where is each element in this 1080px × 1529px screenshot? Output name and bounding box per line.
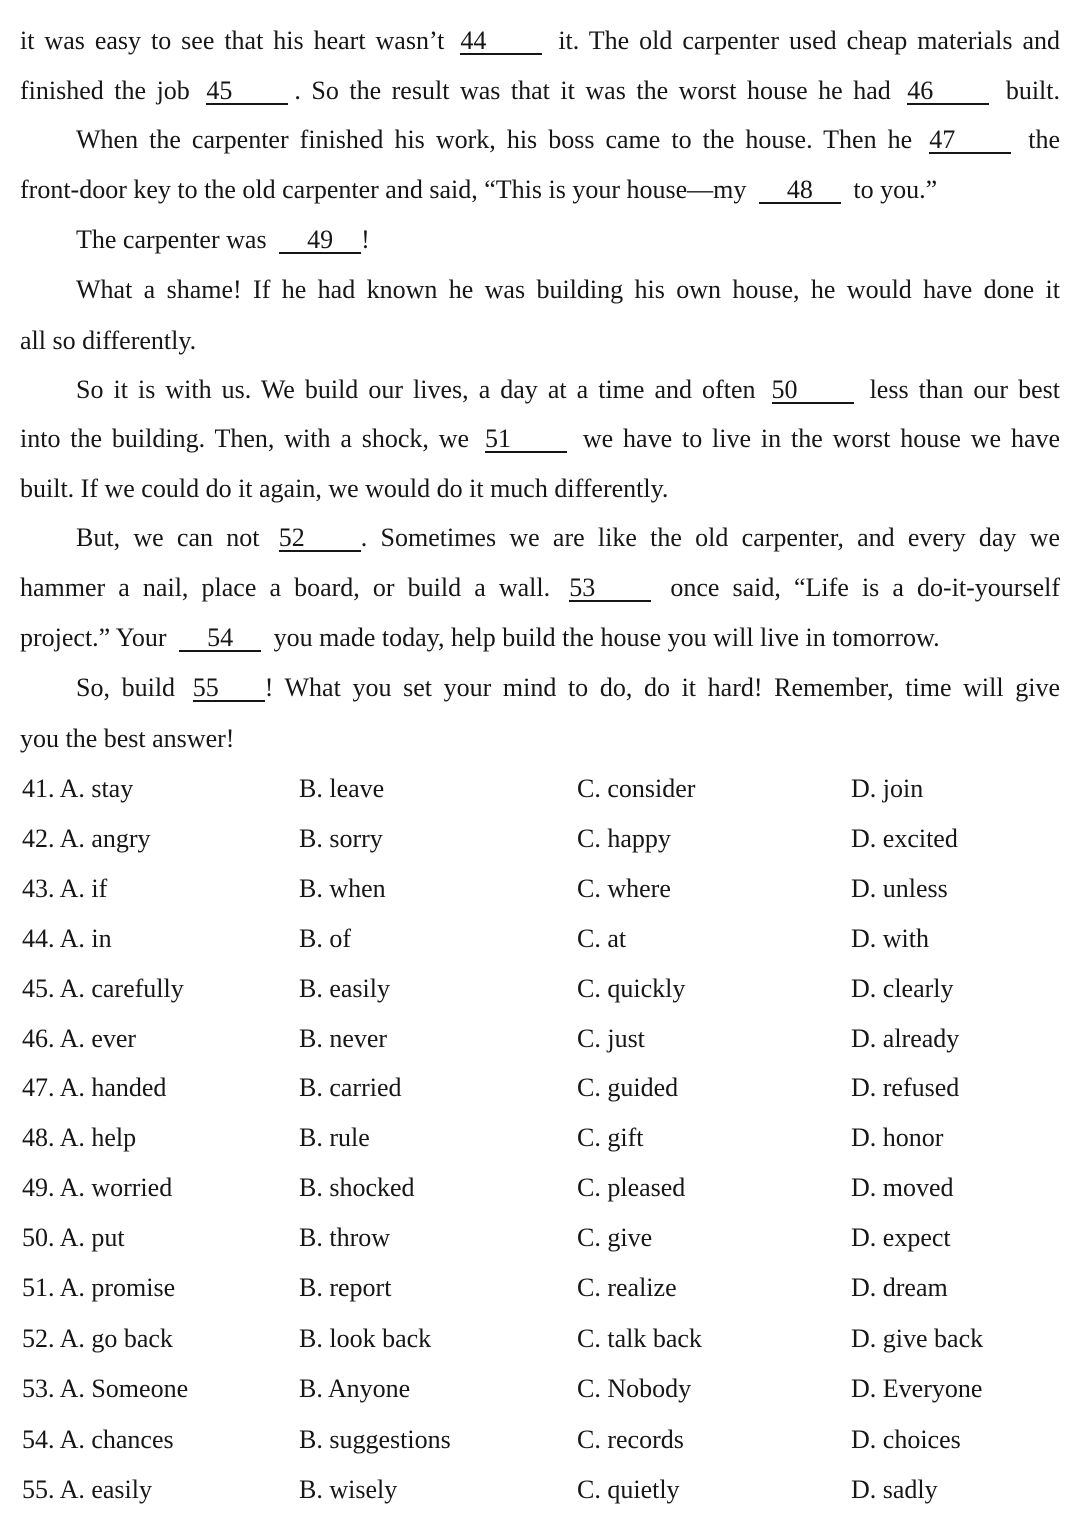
- option-48-b: B. rule: [299, 1123, 370, 1152]
- option-48-c: C. gift: [577, 1123, 644, 1152]
- option-45-d: D. clearly: [851, 974, 954, 1003]
- option-row-54: [0, 1425, 1080, 1459]
- option-52-a: 52. A. go back: [22, 1324, 173, 1353]
- blank-49: 49: [279, 228, 361, 254]
- option-row-44: [0, 924, 1080, 958]
- option-50-d: D. expect: [851, 1223, 951, 1252]
- passage-line-5: The carpenter was 49 !: [76, 225, 370, 254]
- option-54-d: D. choices: [851, 1425, 961, 1454]
- blank-46: 46: [907, 79, 989, 105]
- option-44-a: 44. A. in: [22, 924, 112, 953]
- option-43-b: B. when: [299, 874, 386, 903]
- option-row-49: [0, 1173, 1080, 1207]
- passage-line-1: it was easy to see that his heart wasn’t 44 it. The old carpenter used cheap materials and: [20, 26, 1061, 55]
- option-49-d: D. moved: [851, 1173, 954, 1202]
- option-49-a: 49. A. worried: [22, 1173, 173, 1202]
- option-47-c: C. guided: [577, 1073, 679, 1102]
- option-42-b: B. sorry: [299, 824, 383, 853]
- option-50-c: C. give: [577, 1223, 653, 1252]
- option-55-d: D. sadly: [851, 1475, 938, 1504]
- option-row-42: [0, 824, 1080, 858]
- option-54-c: C. records: [577, 1425, 684, 1454]
- blank-44: 44: [460, 29, 542, 55]
- option-52-c: C. talk back: [577, 1324, 702, 1353]
- option-52-d: D. give back: [851, 1324, 984, 1353]
- passage-line-9: into the building. Then, with a shock, we 51 we have to live in the worst house we have: [20, 424, 1061, 453]
- option-48-d: D. honor: [851, 1123, 944, 1152]
- option-43-d: D. unless: [851, 874, 948, 903]
- option-row-50: [0, 1223, 1080, 1257]
- option-row-48: [0, 1123, 1080, 1157]
- passage-line-4: front-door key to the old carpenter and said, “This is your house—my 48 to you.”: [20, 175, 938, 204]
- option-53-d: D. Everyone: [851, 1374, 983, 1403]
- option-41-a: 41. A. stay: [22, 774, 134, 803]
- option-46-d: D. already: [851, 1024, 960, 1053]
- option-53-b: B. Anyone: [299, 1374, 411, 1403]
- option-54-a: 54. A. chances: [22, 1425, 174, 1454]
- blank-55: 55: [193, 676, 265, 702]
- blank-51: 51: [485, 427, 567, 453]
- passage-line-14: So, build 55 ! What you set your mind to do, do it hard! Remember, time will give: [76, 673, 1060, 702]
- passage-line-15: you the best answer!: [20, 724, 235, 753]
- option-52-b: B. look back: [299, 1324, 432, 1353]
- option-51-d: D. dream: [851, 1273, 948, 1302]
- passage-line-6: What a shame! If he had known he was building his own house, he would have done it: [76, 275, 1060, 304]
- option-45-c: C. quickly: [577, 974, 686, 1003]
- passage-line-10: built. If we could do it again, we would do it much differently.: [20, 474, 669, 503]
- option-54-b: B. suggestions: [299, 1425, 451, 1454]
- option-44-b: B. of: [299, 924, 351, 953]
- option-53-a: 53. A. Someone: [22, 1374, 189, 1403]
- option-46-b: B. never: [299, 1024, 388, 1053]
- passage-line-13: project.” Your 54 you made today, help build the house you will live in tomorrow.: [20, 623, 940, 652]
- option-row-51: [0, 1273, 1080, 1307]
- option-48-a: 48. A. help: [22, 1123, 137, 1152]
- option-47-b: B. carried: [299, 1073, 402, 1102]
- blank-47: 47: [929, 128, 1011, 154]
- blank-50: 50: [772, 378, 854, 404]
- passage-line-8: So it is with us. We build our lives, a day at a time and often 50 less than our best: [76, 375, 1061, 404]
- option-49-b: B. shocked: [299, 1173, 415, 1202]
- option-43-c: C. where: [577, 874, 671, 903]
- blank-54: 54: [179, 626, 261, 652]
- option-42-a: 42. A. angry: [22, 824, 151, 853]
- option-41-d: D. join: [851, 774, 924, 803]
- option-55-b: B. wisely: [299, 1475, 398, 1504]
- option-row-41: [0, 774, 1080, 808]
- option-47-a: 47. A. handed: [22, 1073, 167, 1102]
- option-row-52: [0, 1324, 1080, 1358]
- option-41-c: C. consider: [577, 774, 696, 803]
- passage-line-7: all so differently.: [20, 326, 197, 355]
- option-row-53: [0, 1374, 1080, 1408]
- blank-48: 48: [759, 178, 841, 204]
- option-51-b: B. report: [299, 1273, 392, 1302]
- option-42-d: D. excited: [851, 824, 958, 853]
- passage-line-12: hammer a nail, place a board, or build a wall. 53 once said, “Life is a do-it-yourself: [20, 573, 1061, 602]
- option-55-c: C. quietly: [577, 1475, 680, 1504]
- option-row-45: [0, 974, 1080, 1008]
- passage-line-11: But, we can not 52 . Sometimes we are like the old carpenter, and every day we: [76, 523, 1061, 552]
- option-46-c: C. just: [577, 1024, 645, 1053]
- option-41-b: B. leave: [299, 774, 385, 803]
- option-row-55: [0, 1475, 1080, 1509]
- option-43-a: 43. A. if: [22, 874, 108, 903]
- option-51-a: 51. A. promise: [22, 1273, 176, 1302]
- passage-line-3: When the carpenter finished his work, his boss came to the house. Then he 47 the: [76, 125, 1061, 154]
- option-row-43: [0, 874, 1080, 908]
- option-46-a: 46. A. ever: [22, 1024, 137, 1053]
- option-47-d: D. refused: [851, 1073, 960, 1102]
- option-53-c: C. Nobody: [577, 1374, 692, 1403]
- option-44-d: D. with: [851, 924, 929, 953]
- option-44-c: C. at: [577, 924, 627, 953]
- option-45-a: 45. A. carefully: [22, 974, 184, 1003]
- blank-53: 53: [569, 576, 651, 602]
- option-42-c: C. happy: [577, 824, 671, 853]
- passage-line-2: finished the job 45 . So the result was that it was the worst house he had 46 built.: [20, 76, 1060, 105]
- option-45-b: B. easily: [299, 974, 390, 1003]
- blank-45: 45: [206, 79, 288, 105]
- option-50-a: 50. A. put: [22, 1223, 125, 1252]
- option-row-47: [0, 1073, 1080, 1107]
- option-row-46: [0, 1024, 1080, 1058]
- option-50-b: B. throw: [299, 1223, 390, 1252]
- blank-52: 52: [279, 526, 361, 552]
- option-55-a: 55. A. easily: [22, 1475, 152, 1504]
- option-51-c: C. realize: [577, 1273, 677, 1302]
- option-49-c: C. pleased: [577, 1173, 686, 1202]
